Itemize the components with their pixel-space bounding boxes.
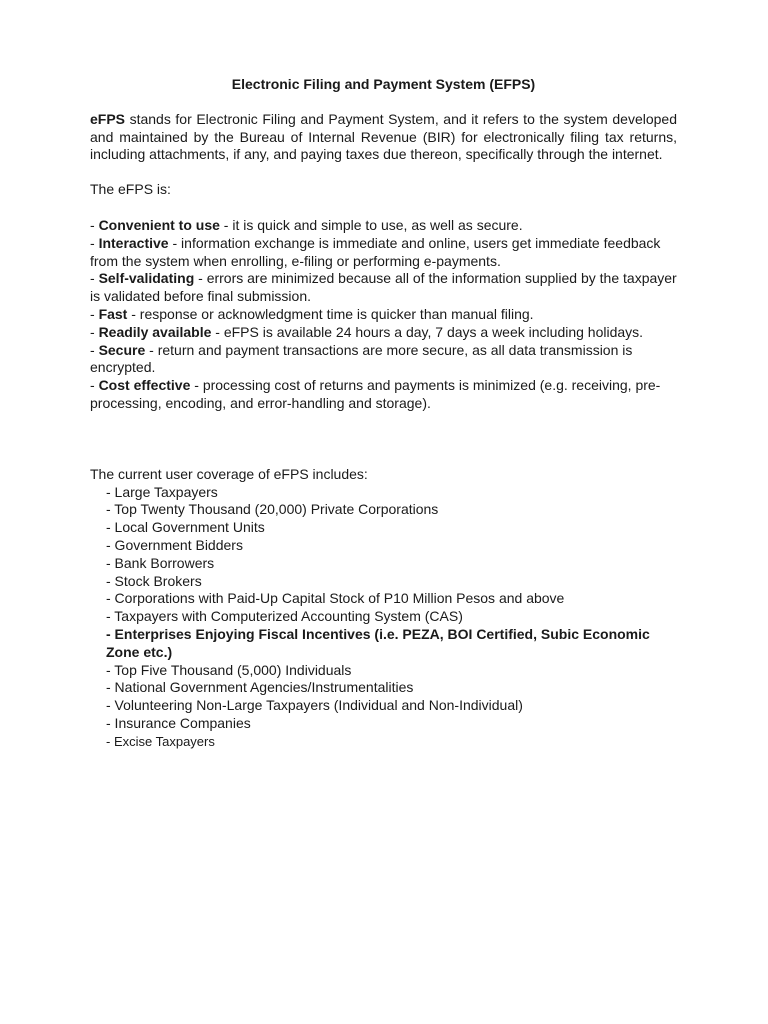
feature-text: - information exchange is immediate and online, users get immediate feedback from the system when enrolling, e-filing or performing e-payments. <box>90 234 661 269</box>
coverage-item: - Stock Brokers <box>106 572 202 589</box>
feature-item <box>90 235 677 271</box>
document-title: Electronic Filing and Payment System (EFPS) <box>231 76 536 92</box>
intro-term: eFPS <box>90 110 126 127</box>
efps-is-heading: The eFPS is: <box>90 181 171 198</box>
document-page <box>90 76 677 751</box>
feature-term: Fast <box>98 305 128 322</box>
feature-text: - it is quick and simple to use, as well as secure. <box>219 216 523 233</box>
feature-term: Convenient to use <box>98 216 220 233</box>
feature-term: Interactive <box>98 234 169 251</box>
coverage-item: - Taxpayers with Computerized Accounting System (CAS) <box>106 608 463 625</box>
feature-text: - eFPS is available 24 hours a day, 7 days a week including holidays. <box>211 323 644 340</box>
intro-text: stands for Electronic Filing and Payment System, and it refers to the system developed and maintained by the Bureau of Internal Revenue (BIR) for electronically filing tax returns, including attachments, if any, and paying taxes due thereon, specifically through the internet. <box>90 110 677 163</box>
coverage-item: - Bank Borrowers <box>106 554 215 571</box>
feature-text: - response or acknowledgment time is quicker than manual filing. <box>127 305 534 322</box>
feature-prefix: - <box>90 377 99 394</box>
feature-term: Self-validating <box>98 270 195 287</box>
feature-list <box>90 217 677 413</box>
coverage-item: - Volunteering Non-Large Taxpayers (Individual and Non-Individual) <box>106 697 523 714</box>
coverage-item: - Top Twenty Thousand (20,000) Private Corporations <box>106 501 439 518</box>
coverage-list <box>90 484 677 751</box>
feature-prefix: - <box>90 216 99 233</box>
feature-prefix: - <box>90 305 99 322</box>
feature-text: - processing cost of returns and payments is minimized (e.g. receiving, pre-processing, encoding, and error-handling and storage). <box>90 377 661 411</box>
feature-item <box>90 306 677 324</box>
feature-item <box>90 377 677 413</box>
feature-item <box>90 217 677 235</box>
coverage-item-highlighted: - Enterprises Enjoying Fiscal Incentives (i.e. PEZA, BOI Certified, Subic Economic Zone etc.) <box>106 625 650 660</box>
feature-item <box>90 324 677 342</box>
feature-prefix: - <box>90 234 99 251</box>
feature-prefix: - <box>90 323 99 340</box>
feature-text: - errors are minimized because all of the information supplied by the taxpayer is validated before final submission. <box>90 270 677 305</box>
coverage-item: - Government Bidders <box>106 536 243 553</box>
coverage-item: - Large Taxpayers <box>106 483 218 500</box>
feature-item <box>90 342 677 378</box>
feature-prefix: - <box>90 270 99 287</box>
intro-paragraph <box>90 111 677 164</box>
coverage-item: - Local Government Units <box>106 519 265 536</box>
coverage-item: - Excise Taxpayers <box>106 733 215 749</box>
coverage-heading: The current user coverage of eFPS includes: <box>90 465 368 482</box>
coverage-item: - Corporations with Paid-Up Capital Stock of P10 Million Pesos and above <box>106 590 565 607</box>
feature-text: - return and payment transactions are more secure, as all data transmission is encrypted. <box>90 341 633 376</box>
feature-prefix: - <box>90 341 99 358</box>
coverage-item: - Top Five Thousand (5,000) Individuals <box>106 661 352 678</box>
coverage-item: - National Government Agencies/Instrumentalities <box>106 679 414 696</box>
feature-term: Secure <box>98 341 146 358</box>
feature-term: Readily available <box>98 323 212 340</box>
feature-item <box>90 270 677 306</box>
feature-term: Cost effective <box>98 377 191 394</box>
coverage-item: - Insurance Companies <box>106 714 251 731</box>
